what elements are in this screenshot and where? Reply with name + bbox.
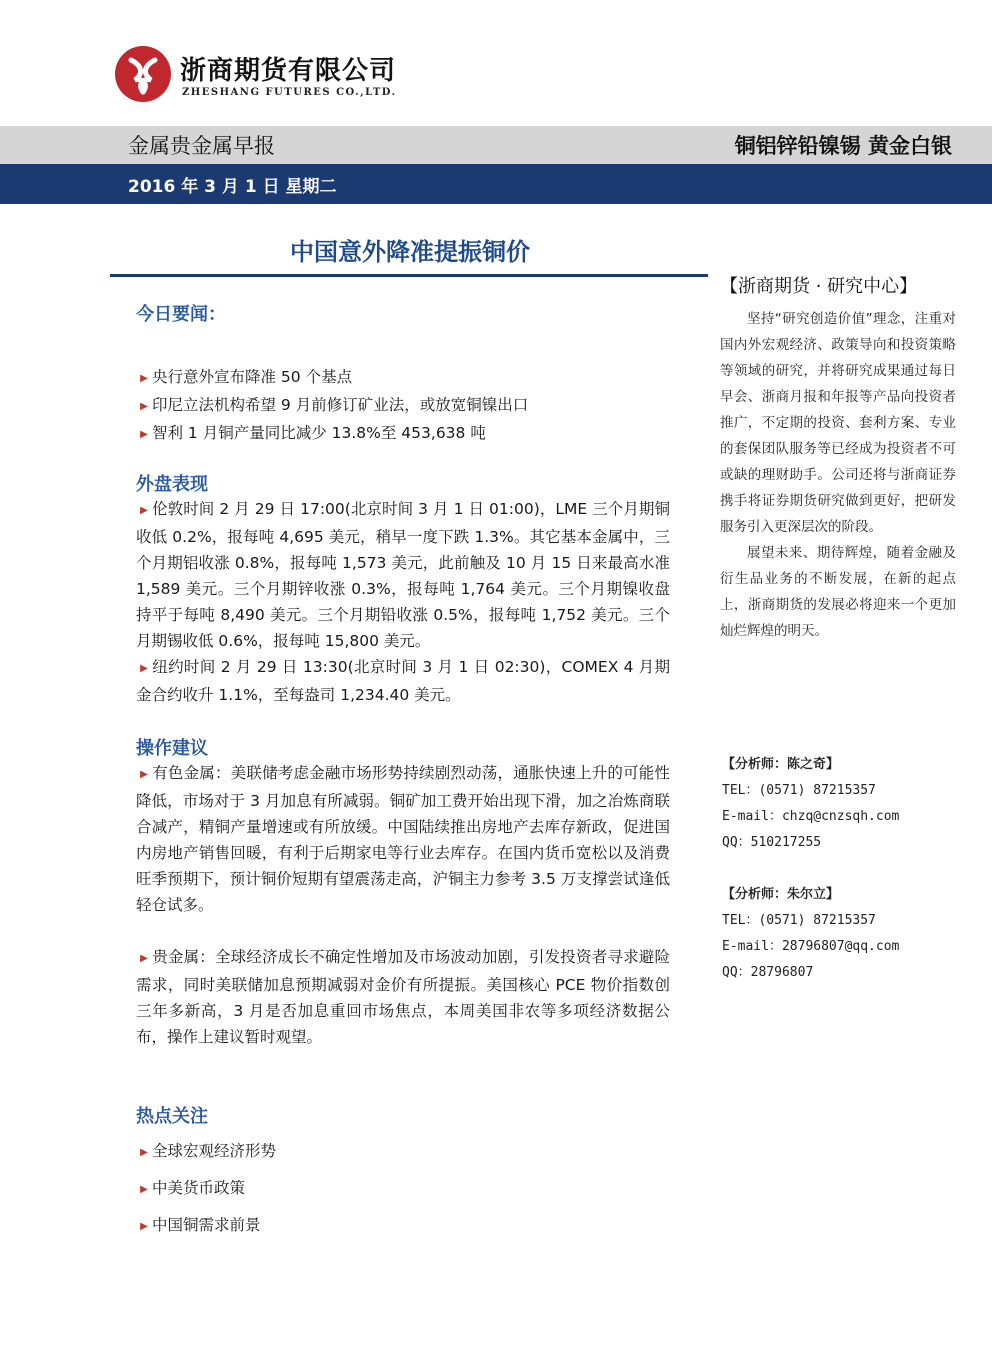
report-type-band <box>0 126 992 164</box>
hotspot-item: ▶ 中国铜需求前景 <box>136 1212 670 1240</box>
hotspots-heading: 热点关注 <box>136 1106 208 1127</box>
bullet-icon: ▶ <box>140 505 148 516</box>
company-name-cn: 浙商期货有限公司 <box>180 56 397 86</box>
news-item: ▶ 印尼立法机构希望 9 月前修订矿业法，或放宽铜镍出口 <box>136 392 670 420</box>
bullet-icon: ▶ <box>140 1184 148 1195</box>
news-item: ▶ 央行意外宣布降准 50 个基点 <box>136 364 670 392</box>
report-date: 2016 年 3 月 1 日 星期二 <box>128 177 337 197</box>
analyst-qq: QQ：28796807 <box>722 965 814 980</box>
bullet-icon: ▶ <box>140 663 148 674</box>
bullet-icon: ▶ <box>140 953 148 964</box>
analyst-tel: TEL：(0571) 87215357 <box>722 913 876 928</box>
bullet-icon: ▶ <box>140 429 148 440</box>
sidebar-paragraph: 坚持“研究创造价值”理念，注重对国内外宏观经济、政策导向和投资策略等领域的研究，并将研究成果通过每日早会、浙商月报和年报等产品向投资者推广，不定期的投资、套利方案、专业的套保团队服务等已经成为投资者不可或缺的理财助手。公司还将与浙商证券携手将证券期货研究做到更好，把研发服务引入更深层次的阶段。 <box>720 311 956 535</box>
analyst-qq: QQ：510217255 <box>722 835 822 850</box>
bullet-icon: ▶ <box>140 401 148 412</box>
date-band <box>0 164 992 204</box>
bullet-icon: ▶ <box>140 373 148 384</box>
bullet-icon: ▶ <box>140 769 148 780</box>
overseas-item: ▶ 伦敦时间 2 月 29 日 17:00(北京时间 3 月 1 日 01:00)，LME 三个月期铜收低 0.2%，报每吨 4,695 美元，稍早一度下跌 1.3%。其它基本金属中，三个月期铝收涨 0.8%，报每吨 1,573 美元，此前触及 10 月 15 日来最高水准 1,589 美元。三个月期锌收涨 0.3%，报每吨 1,764 美元。三个月期镍收盘持平于每吨 8,490 美元。三个月期铅收涨 0.5%，报每吨 1,752 美元。三个月期锡收低 0.6%，报每吨 15,800 美元。 <box>136 500 670 650</box>
hotspot-item: ▶ 全球宏观经济形势 <box>136 1138 670 1166</box>
overseas-heading: 外盘表现 <box>136 474 208 495</box>
hotspot-item: ▶ 中美货币政策 <box>136 1175 670 1203</box>
analyst-name: 【分析师：陈之奇】 <box>722 757 840 772</box>
analyst-email[interactable]: E-mail：chzq@cnzsqh.com <box>722 809 900 824</box>
main-column <box>136 300 670 1240</box>
advice-heading: 操作建议 <box>136 738 208 759</box>
sidebar-paragraph: 展望未来、期待辉煌，随着金融及衍生品业务的不断发展，在新的起点上，浙商期货的发展必将迎来一个更加灿烂辉煌的明天。 <box>720 545 956 639</box>
analyst-card <box>722 882 899 986</box>
bullet-icon: ▶ <box>140 1147 148 1158</box>
advice-item: ▶ 有色金属：美联储考虑金融市场形势持续剧烈动荡，通胀快速上升的可能性降低，市场对于 3 月加息有所减弱。铜矿加工费开始出现下滑，加之冶炼商联合减产，精铜产量增速或有所放缓。中国陆续推出房地产去库存新政，促进国内房地产销售回暖，有利于后期家电等行业去库存。在国内货币宽松以及消费旺季预期下，预计铜价短期有望震荡走高，沪铜主力参考 3.5 万支撑尝试逢低轻仓试多。 <box>136 764 670 914</box>
sidebar <box>720 272 956 644</box>
analyst-tel: TEL：(0571) 87215357 <box>722 783 876 798</box>
company-name-en: ZHESHANG FUTURES CO.,LTD. <box>182 87 397 98</box>
bullet-icon: ▶ <box>140 1221 148 1232</box>
sidebar-heading: 【浙商期货 · 研究中心】 <box>720 276 918 297</box>
overseas-item: ▶ 纽约时间 2 月 29 日 13:30(北京时间 3 月 1 日 02:30)，COMEX 4 月期金合约收升 1.1%，至每盎司 1,234.40 美元。 <box>136 658 670 704</box>
metals-covered: 铜铝锌铅镍锡 黄金白银 <box>734 134 952 158</box>
news-item: ▶ 智利 1 月铜产量同比减少 13.8%至 453,638 吨 <box>136 420 670 448</box>
analyst-card <box>722 752 899 856</box>
analyst-name: 【分析师：朱尔立】 <box>722 887 840 902</box>
report-type: 金属贵金属早报 <box>128 134 275 158</box>
news-heading: 今日要闻： <box>136 304 226 325</box>
report-title: 中国意外降准提振铜价 <box>290 238 530 266</box>
company-logo-icon <box>113 44 173 104</box>
analyst-email[interactable]: E-mail：28796807@qq.com <box>722 939 900 954</box>
title-divider <box>110 274 708 277</box>
advice-item: ▶ 贵金属：全球经济成长不确定性增加及市场波动加剧，引发投资者寻求避险需求，同时美联储加息预期减弱对金价有所提振。美国核心 PCE 物价指数创三年多新高，3 月是否加息重回市场焦点，本周美国非农等多项经济数据公布，操作上建议暂时观望。 <box>136 948 670 1046</box>
